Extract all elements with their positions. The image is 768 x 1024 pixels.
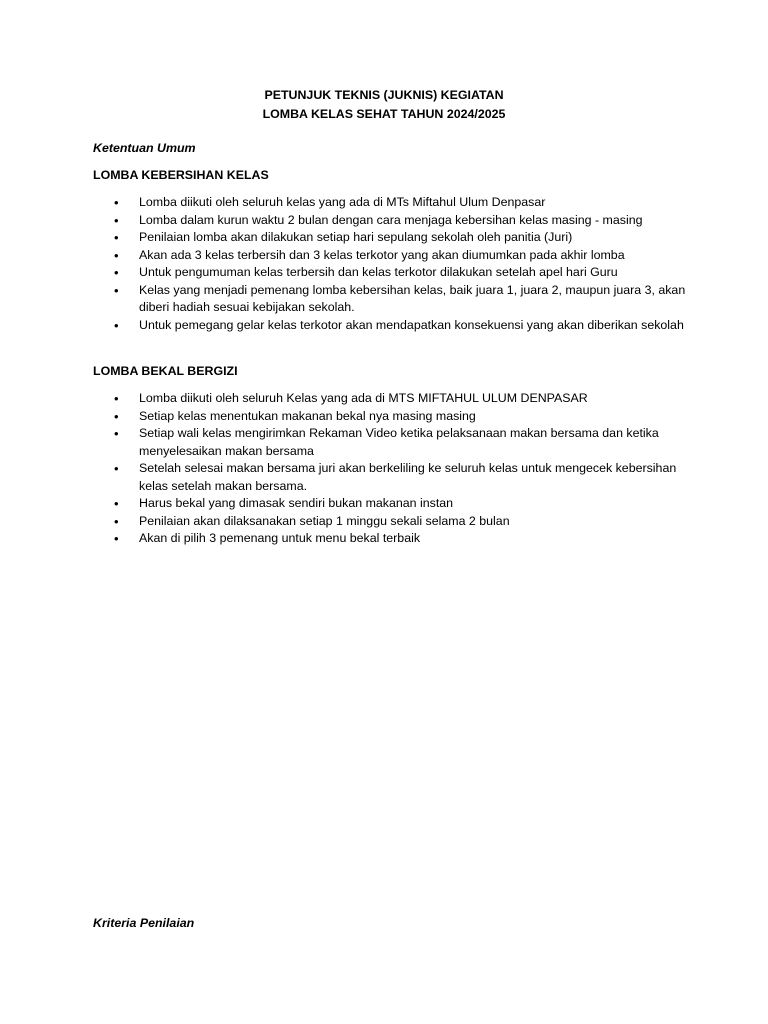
list-item [93, 247, 693, 265]
list-item [93, 229, 693, 247]
bullet-icon: • [114, 247, 119, 263]
bullet-icon: • [114, 195, 119, 210]
bullet-icon: • [114, 513, 119, 529]
list-item-text: Kelas yang menjadi pemenang lomba kebersihan kelas, baik juara 1, juara 2, maupun juara 3, akan diberi hadiah sesuai kebijakan sekolah. [139, 282, 686, 314]
list-item [93, 530, 693, 548]
list-item-text: Untuk pengumuman kelas terbersih dan kelas terkotor dilakukan setelah apel hari Guru [139, 265, 618, 279]
bullet-icon: • [114, 426, 119, 441]
document-title-line-2: LOMBA KELAS SEHAT TAHUN 2024/2025 [262, 107, 506, 121]
bullet-icon: • [114, 531, 119, 546]
list-item-text: Untuk pemegang gelar kelas terkotor akan mendapatkan konsekuensi yang akan diberikan sekolah [139, 317, 684, 332]
list-item [93, 282, 693, 317]
list-item [93, 264, 693, 282]
section-heading-criteria: Kriteria Penilaian [93, 916, 195, 930]
lunch-rules-list [93, 390, 693, 548]
document-title-line-1: PETUNJUK TEKNIS (JUKNIS) KEGIATAN [264, 88, 504, 102]
list-item [93, 513, 693, 531]
list-item-text: Lomba diikuti oleh seluruh kelas yang ada di MTs Miftahul Ulum Denpasar [139, 195, 546, 209]
list-item-text: Penilaian lomba akan dilakukan setiap hari sepulang sekolah oleh panitia (Juri) [139, 230, 573, 244]
list-item [93, 317, 693, 335]
bullet-icon: • [114, 212, 119, 228]
list-item-text: Lomba diikuti oleh seluruh Kelas yang ada di MTS MIFTAHUL ULUM DENPASAR [139, 391, 588, 405]
bullet-icon: • [114, 317, 119, 333]
bullet-icon: • [114, 265, 119, 280]
section-heading-general: Ketentuan Umum [93, 141, 196, 155]
bullet-icon: • [114, 408, 119, 424]
bullet-icon: • [114, 461, 119, 476]
list-item-text: Setiap kelas menentukan makanan bekal nya masing masing [139, 408, 476, 423]
list-item-text: Akan ada 3 kelas terbersih dan 3 kelas terkotor yang akan diumumkan pada akhir lomba [139, 247, 625, 262]
list-item [93, 425, 693, 460]
bullet-icon: • [114, 282, 119, 298]
list-item-text: Setiap wali kelas mengirimkan Rekaman Video ketika pelaksanaan makan bersama dan ketika menyelesaikan makan bersama [139, 426, 659, 458]
list-item [93, 460, 693, 495]
list-item [93, 495, 693, 513]
cleanliness-rules-list [93, 194, 693, 334]
list-item [93, 212, 693, 230]
bullet-icon: • [114, 230, 119, 245]
list-item [93, 408, 693, 426]
list-item-text: Penilaian akan dilaksanakan setiap 1 minggu sekali selama 2 bulan [139, 513, 510, 528]
list-item [93, 194, 693, 212]
list-item-text: Lomba dalam kurun waktu 2 bulan dengan cara menjaga kebersihan kelas masing - masing [139, 212, 643, 227]
list-item-text: Akan di pilih 3 pemenang untuk menu bekal terbaik [139, 531, 421, 545]
list-item-text: Harus bekal yang dimasak sendiri bukan makanan instan [139, 496, 454, 510]
bullet-icon: • [114, 391, 119, 406]
list-item [93, 390, 693, 408]
list-item-text: Setelah selesai makan bersama juri akan berkeliling ke seluruh kelas untuk mengecek kebersihan kelas setelah makan bersama. [139, 461, 677, 493]
bullet-icon: • [114, 496, 119, 511]
section-heading-lunch: LOMBA BEKAL BERGIZI [93, 364, 238, 378]
section-heading-cleanliness: LOMBA KEBERSIHAN KELAS [93, 168, 269, 182]
